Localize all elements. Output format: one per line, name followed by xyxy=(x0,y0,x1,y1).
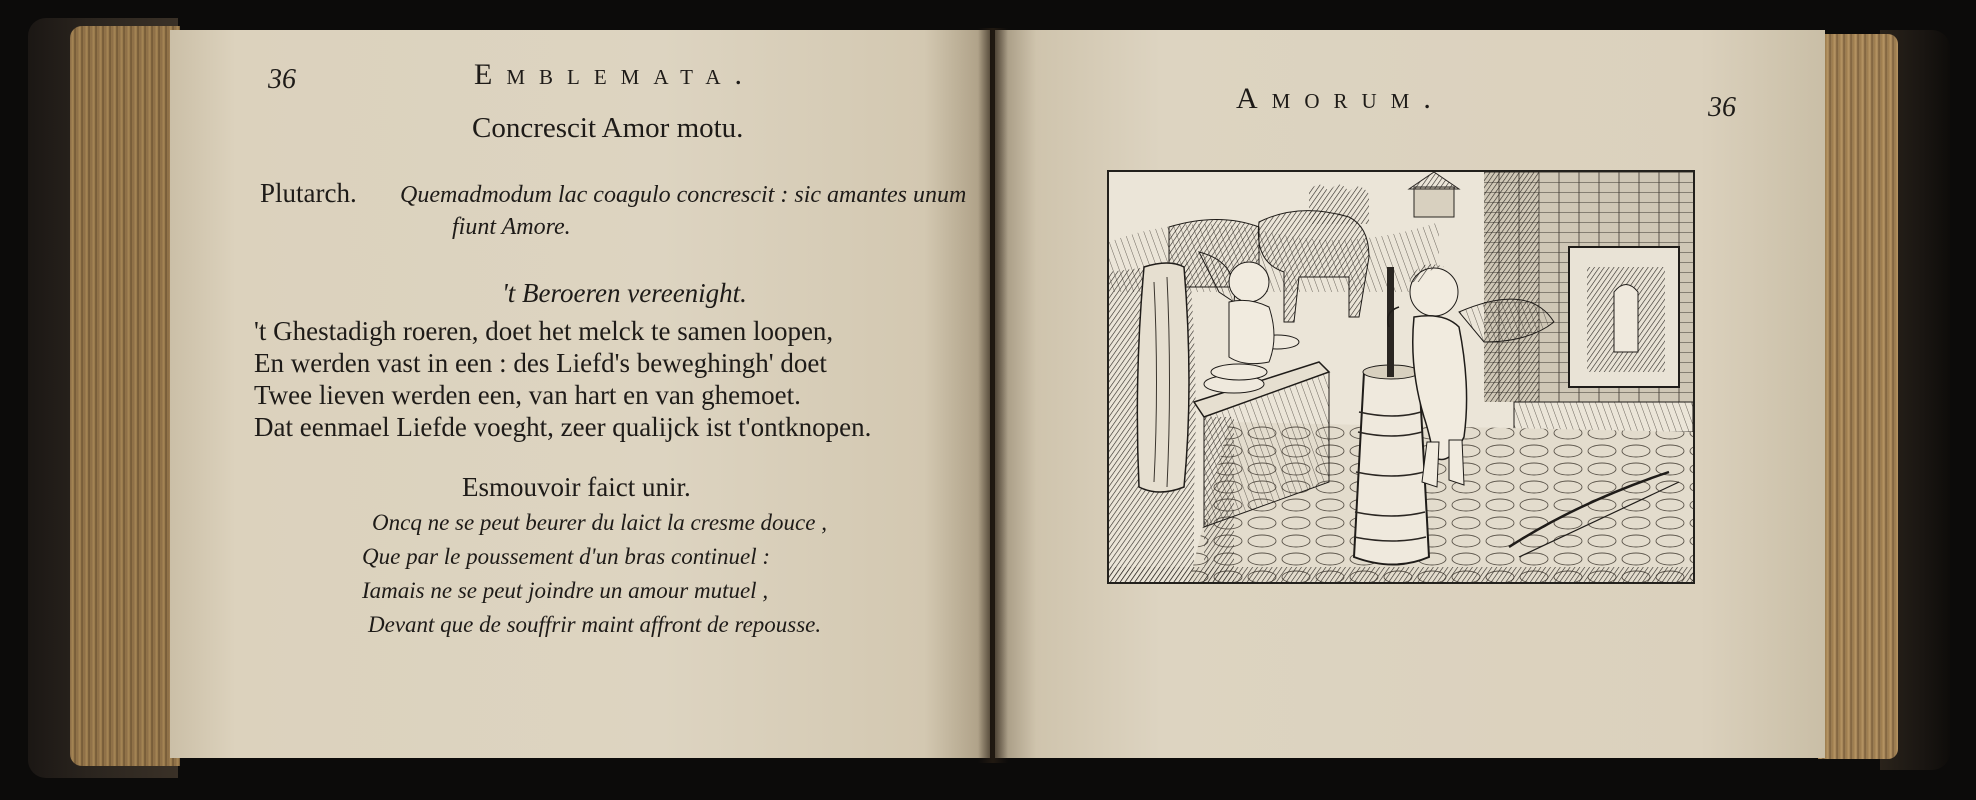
dutch-verse-line-3: Twee lieven werden een, van hart en van ghemoet. xyxy=(254,380,801,410)
butter-churn xyxy=(1354,372,1429,565)
french-verse-line-2: Que par le poussement d'un bras continuel : xyxy=(362,544,771,569)
dutch-verse-line-4: Dat eenmael Liefde voeght, zeer qualijck ist t'ontknopen. xyxy=(254,412,872,442)
dutch-verse-line-2: En werden vast in een : des Liefd's beweghingh' doet xyxy=(254,348,827,378)
source-quote-line-1: Quemadmodum lac coagulo concrescit : sic amantes unum xyxy=(400,182,967,208)
french-verse-line-1: Oncq ne se peut beurer du laict la cresme douce , xyxy=(372,510,827,535)
butter-mold xyxy=(1614,285,1638,353)
french-verse-title: Esmouvoir faict unir. xyxy=(462,472,691,502)
french-verse-line-3: Iamais ne se peut joindre un amour mutuel , xyxy=(362,578,769,603)
engraving-illustration xyxy=(1109,172,1693,582)
source-author: Plutarch. xyxy=(260,178,357,208)
dutch-verse-title: 't Beroeren vereenight. xyxy=(502,278,747,308)
page-edges-left xyxy=(70,26,180,766)
dutch-verse-line-1: 't Ghestadigh roeren, doet het melck te samen loopen, xyxy=(254,316,834,346)
cupid-head-left xyxy=(1229,262,1269,302)
left-page-number: 36 xyxy=(268,64,296,95)
right-page-header: Amorum. xyxy=(1236,82,1445,115)
background-house xyxy=(1414,187,1454,217)
left-page-header: Emblemata. xyxy=(474,58,756,91)
french-verse-line-4: Devant que de souffrir maint affront de repousse. xyxy=(368,612,822,637)
right-page-number: 36 xyxy=(1708,92,1736,123)
source-quote-line-2: fiunt Amore. xyxy=(452,214,571,240)
page-edges-right xyxy=(1818,34,1898,759)
emblem-motto: Concrescit Amor motu. xyxy=(472,112,744,144)
doorway-shadow xyxy=(1484,172,1539,402)
emblem-engraving xyxy=(1107,170,1695,584)
book-gutter xyxy=(978,28,1008,763)
